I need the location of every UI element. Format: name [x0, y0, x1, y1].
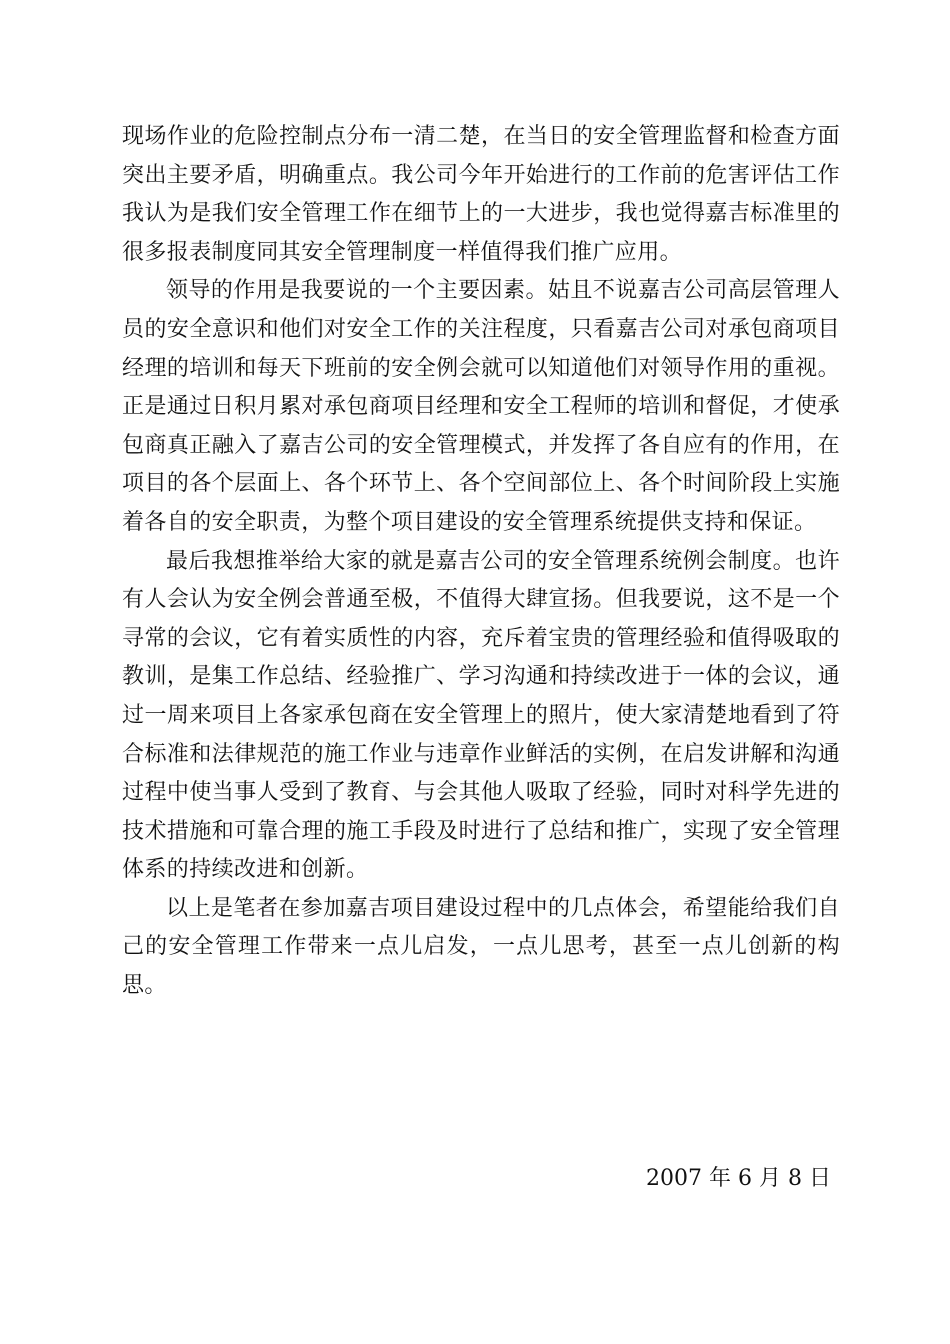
paragraph-1: 现场作业的危险控制点分布一清二楚，在当日的安全管理监督和检查方面突出主要矛盾，明确重点。我公司今年开始进行的工作前的危害评估工作我认为是我们安全管理工作在细节上的一大进步，我也觉得嘉吉标准里的很多报表制度同其安全管理制度一样值得我们推广应用。	[122, 124, 840, 265]
document-date: 2007 年 6 月 8 日	[646, 1166, 831, 1191]
body-text	[122, 118, 840, 1006]
paragraph-3: 最后我想推举给大家的就是嘉吉公司的安全管理系统例会制度。也许有人会认为安全例会普通至极，不值得大肆宣扬。但我要说，这不是一个寻常的会议，它有着实质性的内容，充斥着宝贵的管理经验和值得吸取的教训，是集工作总结、经验推广、学习沟通和持续改进于一体的会议，通过一周来项目上各家承包商在安全管理上的照片，使大家清楚地看到了符合标准和法律规范的施工作业与违章作业鲜活的实例，在启发讲解和沟通过程中使当事人受到了教育、与会其他人吸取了经验，同时对科学先进的技术措施和可靠合理的施工手段及时进行了总结和推广，实现了安全管理体系的持续改进和创新。	[122, 548, 840, 883]
paragraph-4: 以上是笔者在参加嘉吉项目建设过程中的几点体会，希望能给我们自己的安全管理工作带来一点儿启发，一点儿思考，甚至一点儿创新的构思。	[122, 895, 840, 999]
paragraph-2: 领导的作用是我要说的一个主要因素。姑且不说嘉吉公司高层管理人员的安全意识和他们对安全工作的关注程度，只看嘉吉公司对承包商项目经理的培训和每天下班前的安全例会就可以知道他们对领导作用的重视。正是通过日积月累对承包商项目经理和安全工程师的培训和督促，才使承包商真正融入了嘉吉公司的安全管理模式，并发挥了各自应有的作用，在项目的各个层面上、各个环节上、各个空间部位上、各个时间阶段上实施着各自的安全职责，为整个项目建设的安全管理系统提供支持和保证。	[122, 278, 840, 535]
